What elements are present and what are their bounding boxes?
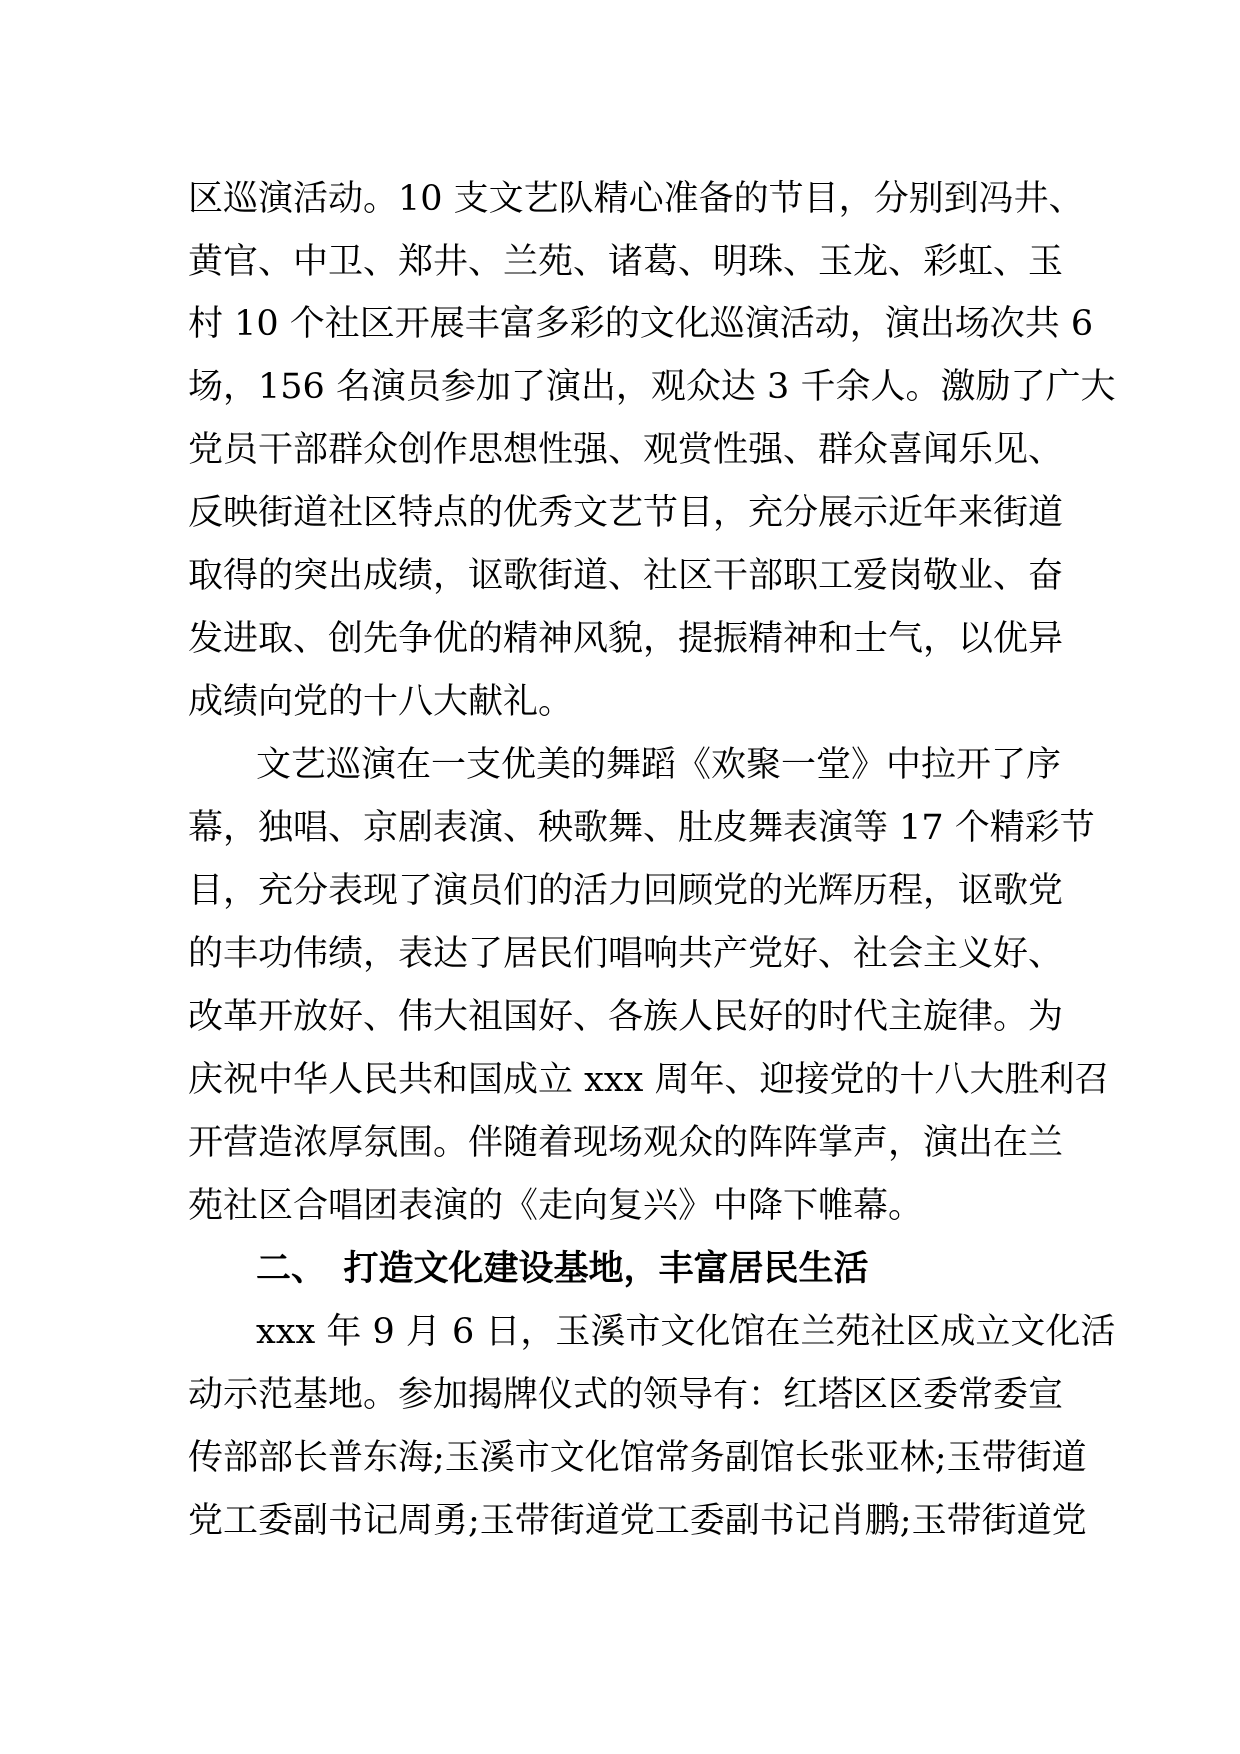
paragraph-3-line-2: 动示范基地。参加揭牌仪式的领导有：红塔区区委常委宣: [188, 1375, 1064, 1415]
paragraph-1-line-5: 党员干部群众创作思想性强、观赏性强、群众喜闻乐见、: [188, 430, 1064, 470]
paragraph-3-line-3: 传部部长普东海;玉溪市文化馆常务副馆长张亚林;玉带街道: [188, 1438, 1087, 1478]
section-heading: 二、 打造文化建设基地，丰富居民生活: [256, 1249, 869, 1289]
paragraph-1-line-6: 反映街道社区特点的优秀文艺节目，充分展示近年来街道: [188, 493, 1064, 533]
paragraph-1-line-3: 村 10 个社区开展丰富多彩的文化巡演活动，演出场次共 6: [188, 304, 1094, 344]
paragraph-1-line-7: 取得的突出成绩，讴歌街道、社区干部职工爱岗敬业、奋: [188, 556, 1064, 596]
paragraph-1-line-8: 发进取、创先争优的精神风貌，提振精神和士气，以优异: [188, 619, 1064, 659]
paragraph-2-line-2: 幕，独唱、京剧表演、秧歌舞、肚皮舞表演等 17 个精彩节: [188, 808, 1095, 848]
paragraph-2-line-4: 的丰功伟绩，表达了居民们唱响共产党好、社会主义好、: [188, 934, 1064, 974]
paragraph-2-line-5: 改革开放好、伟大祖国好、各族人民好的时代主旋律。为: [188, 997, 1064, 1037]
paragraph-1-line-1: 区巡演活动。10 支文艺队精心准备的节目，分别到冯井、: [188, 179, 1084, 219]
paragraph-3-line-1: xxx 年 9 月 6 日，玉溪市文化馆在兰苑社区成立文化活: [256, 1312, 1116, 1352]
paragraph-3-line-4: 党工委副书记周勇;玉带街道党工委副书记肖鹏;玉带街道党: [188, 1501, 1087, 1541]
paragraph-2-line-1: 文艺巡演在一支优美的舞蹈《欢聚一堂》中拉开了序: [256, 745, 1062, 785]
paragraph-2-line-7: 开营造浓厚氛围。伴随着现场观众的阵阵掌声，演出在兰: [188, 1123, 1064, 1163]
paragraph-1-line-9: 成绩向党的十八大献礼。: [188, 682, 574, 722]
paragraph-1-line-4: 场，156 名演员参加了演出，观众达 3 千余人。激励了广大: [188, 367, 1116, 407]
paragraph-2-line-3: 目，充分表现了演员们的活力回顾党的光辉历程，讴歌党: [188, 871, 1064, 911]
paragraph-2-line-8: 苑社区合唱团表演的《走向复兴》中降下帷幕。: [188, 1186, 924, 1226]
paragraph-2-line-6: 庆祝中华人民共和国成立 xxx 周年、迎接党的十八大胜利召: [188, 1060, 1110, 1100]
paragraph-1-line-2: 黄官、中卫、郑井、兰苑、诸葛、明珠、玉龙、彩虹、玉: [188, 242, 1064, 282]
